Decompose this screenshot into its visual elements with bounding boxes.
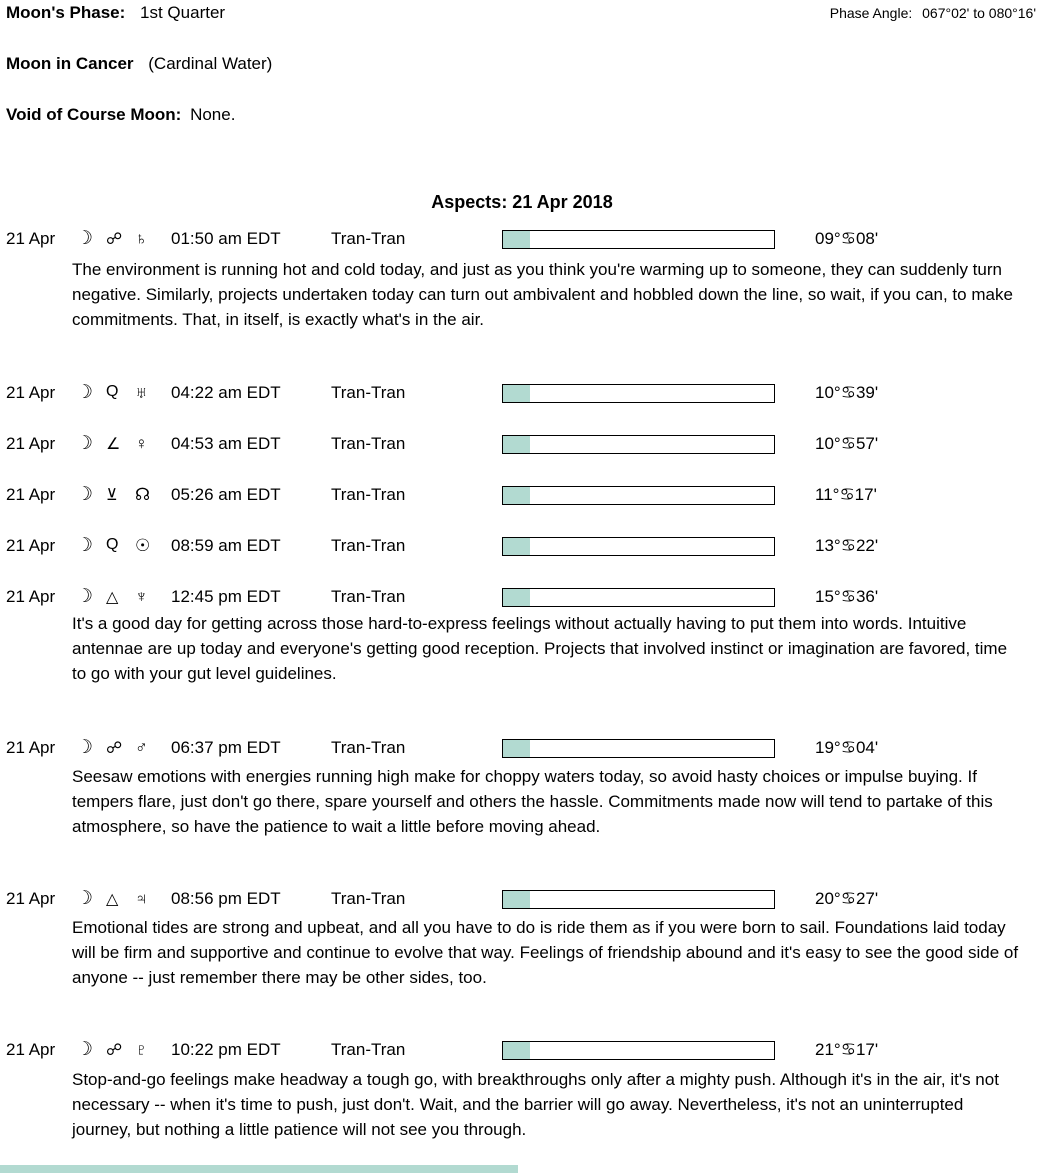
aspect-date: 21 Apr [6,383,56,402]
orb-progress-fill [503,538,530,555]
partial-bar-bottom [0,1165,518,1173]
semi-sextile-aspect-icon: ⊻ [106,487,118,504]
aspect-time: 10:22 pm EDT [171,1040,281,1059]
aspect-type: Tran-Tran [331,434,406,453]
aspect-description: The environment is running hot and cold today, and just as you think you're warming up to someone, they can suddenly turn negative. Similarly, projects undertaken today can turn out ambivalent and hobbled down the line, so wait, if you can, to make commitments. That, in itself, is exactly what's in the air. [72,260,1013,329]
aspect-type: Tran-Tran [331,889,406,908]
void-of-course-line [6,105,235,125]
quintile-aspect-icon: Q [106,536,119,553]
quintile-aspect-icon: Q [106,383,119,400]
moons-phase-label: Moon's Phase: [6,3,126,22]
saturn-icon: ♄ [135,229,148,248]
aspect-position: 20°♋27' [815,889,879,908]
phase-angle-value: 067°02' to 080°16' [922,5,1036,21]
aspect-position: 10°♋39' [815,383,879,402]
aspect-position: 09°♋08' [815,229,879,248]
uranus-icon: ♅ [135,383,148,402]
aspect-row [0,889,1044,913]
aspect-time: 05:26 am EDT [171,485,281,504]
aspect-description: Stop-and-go feelings make headway a tough go, with breakthroughs only after a mighty push. Although it's in the air, it's not necessary -- when it's time to push, just don't. Wait, and the barrier will go away. Nevertheless, it's not an uninterrupted journey, but nothing a little patience will not see you through. [72,1070,999,1139]
aspect-date: 21 Apr [6,587,56,606]
jupiter-icon: ♃ [135,889,148,908]
aspect-type: Tran-Tran [331,738,406,757]
orb-progress-fill [503,1042,530,1059]
trine-aspect-icon: △ [106,589,119,606]
moon-glyph-icon: ☽ [76,228,94,249]
aspect-time: 04:53 am EDT [171,434,281,453]
orb-progress-bar [502,588,775,607]
aspect-time: 08:56 pm EDT [171,889,281,908]
aspect-position: 15°♋36' [815,587,879,606]
aspect-row [0,587,1044,611]
phase-angle-label: Phase Angle: [829,5,913,21]
aspect-row [0,485,1044,509]
aspects-title: Aspects: 21 Apr 2018 [431,192,613,212]
orb-progress-bar [502,1041,775,1060]
aspect-description: Emotional tides are strong and upbeat, and all you have to do is ride them as if you were born to sail. Foundations laid today will be firm and supportive and continue to evolve that way. Feelings of friendship abound and it's easy to see the good side of anyone -- just remember there may be other sides, too. [72,918,1019,987]
orb-progress-fill [503,487,530,504]
moon-glyph-icon: ☽ [76,888,94,909]
aspect-row [0,1040,1044,1064]
sun-icon: ☉ [135,536,151,555]
moon-sign-line [6,54,272,74]
aspect-type: Tran-Tran [331,587,406,606]
north-node-icon: ☊ [135,485,151,504]
aspect-time: 12:45 pm EDT [171,587,281,606]
orb-progress-fill [503,589,530,606]
aspect-position: 21°♋17' [815,1040,879,1059]
phase-angle-line [830,5,1036,21]
aspect-time: 01:50 am EDT [171,229,281,248]
orb-progress-fill [503,891,530,908]
aspect-row [0,536,1044,560]
aspect-type: Tran-Tran [331,229,406,248]
void-of-course-value: None. [190,105,236,124]
moon-glyph-icon: ☽ [76,1039,94,1060]
moon-glyph-icon: ☽ [76,484,94,505]
aspect-description: It's a good day for getting across those hard-to-express feelings without actually having to put them into words. Intuitive antennae are up today and everyone's getting good reception. Projects that involved instinct or imagination are favored, time to go with your gut level guidelines. [72,614,1008,683]
aspect-position: 11°♋17' [815,485,877,504]
opposition-aspect-icon: ☍ [106,1042,123,1059]
aspect-description: Seesaw emotions with energies running high make for choppy waters today, so avoid hasty choices or impulse buying. If tempers flare, just don't go there, spare yourself and others the hassle. Commitments made now will tend to partake of this atmosphere, so have the patience to wait a little before moving ahead. [72,767,993,836]
orb-progress-bar [502,435,775,454]
orb-progress-bar [502,230,775,249]
aspect-row [0,229,1044,253]
aspect-date: 21 Apr [6,889,56,908]
aspect-position: 19°♋04' [815,738,879,757]
mars-icon: ♂ [135,738,148,757]
moons-phase-value: 1st Quarter [140,3,226,22]
moon-glyph-icon: ☽ [76,382,94,403]
aspect-type: Tran-Tran [331,536,406,555]
moon-glyph-icon: ☽ [76,433,94,454]
aspect-row [0,738,1044,762]
orb-progress-bar [502,739,775,758]
orb-progress-fill [503,385,530,402]
orb-progress-bar [502,384,775,403]
aspect-date: 21 Apr [6,229,56,248]
aspect-time: 06:37 pm EDT [171,738,281,757]
moon-sign-label: Moon in Cancer [6,54,134,73]
moon-sign-detail: (Cardinal Water) [148,54,273,73]
aspect-type: Tran-Tran [331,1040,406,1059]
aspect-date: 21 Apr [6,738,56,757]
opposition-aspect-icon: ☍ [106,231,123,248]
aspect-position: 13°♋22' [815,536,879,555]
aspect-type: Tran-Tran [331,383,406,402]
aspect-row [0,383,1044,407]
aspect-date: 21 Apr [6,434,56,453]
aspect-time: 04:22 am EDT [171,383,281,402]
moon-glyph-icon: ☽ [76,737,94,758]
moon-glyph-icon: ☽ [76,586,94,607]
semi-square-aspect-icon: ∠ [106,436,121,453]
pluto-icon: ♇ [135,1040,148,1059]
aspect-date: 21 Apr [6,1040,56,1059]
orb-progress-fill [503,436,530,453]
orb-progress-bar [502,537,775,556]
orb-progress-bar [502,486,775,505]
orb-progress-fill [503,231,530,248]
aspect-type: Tran-Tran [331,485,406,504]
venus-icon: ♀ [135,434,148,453]
aspect-date: 21 Apr [6,536,56,555]
aspect-position: 10°♋57' [815,434,879,453]
moon-glyph-icon: ☽ [76,535,94,556]
orb-progress-fill [503,740,530,757]
void-of-course-label: Void of Course Moon: [6,105,182,124]
orb-progress-bar [502,890,775,909]
moons-phase-line [6,3,225,23]
neptune-icon: ♆ [135,587,148,606]
trine-aspect-icon: △ [106,891,119,908]
aspect-date: 21 Apr [6,485,56,504]
opposition-aspect-icon: ☍ [106,740,123,757]
aspect-time: 08:59 am EDT [171,536,281,555]
aspect-row [0,434,1044,458]
